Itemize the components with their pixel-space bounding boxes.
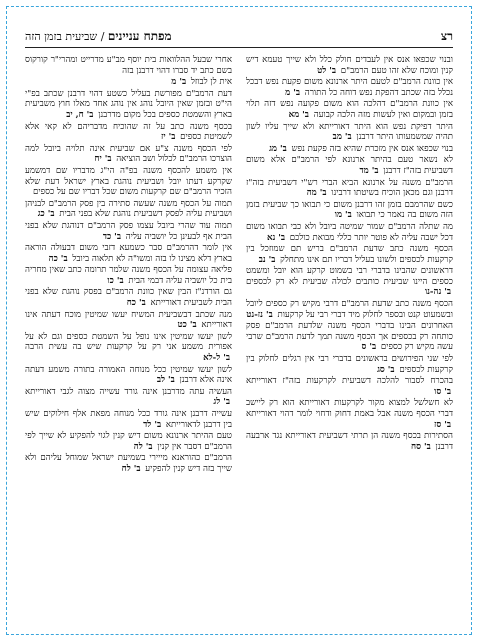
index-entry — [246, 222, 453, 243]
page-header — [25, 25, 453, 48]
entry-text: לשון יעשו שמיטין אינו נופל על השמטת כספים וגם לא על אפורית משמע אני רק על קרקעות שיש בה עשית הרבה — [25, 331, 232, 353]
index-entry — [246, 55, 453, 76]
left-column — [246, 55, 453, 624]
index-entry — [246, 431, 453, 452]
index-entry — [25, 166, 232, 198]
entry-text: אין משמע להכסף משנה בפ"ה הי"ג מדבריו שם דמשמע שקרקע דעתו יובל ושביעית נוהגת בארץ ישראל דעת שלא הזכיר הרמב"ם שם קרקעות משום שכל דבריו שם על כספים — [25, 165, 232, 198]
index-entry — [25, 409, 232, 430]
entry-reference: ב' מג — [269, 143, 287, 154]
entry-reference: ב' כה — [48, 253, 68, 264]
entry-reference: ב' לט — [317, 65, 337, 76]
entry-text: הרמב"ם משנה על ארנונא הביא הברי רש"י דשביעית בזה"ז דרבנן וגם מכאן הוכיח בשיטתו דרבינו — [246, 177, 453, 199]
entry-text: אין כוונת הרמב"ם דהלכה הוא משום פקועה נפש דזה תלוי בזמן ובמקום ואין לעשות מזה הלכה קבועה — [246, 99, 453, 120]
index-entry — [25, 144, 232, 165]
index-entry — [25, 332, 232, 364]
entry-reference: ב' סו — [434, 386, 451, 397]
entry-reference: ב' מא — [288, 109, 309, 120]
index-entry — [246, 122, 453, 143]
entry-reference: ב' מ — [285, 87, 301, 98]
entry-text: הרמב"ם כהוראנא מייירי בשמיעת ישראל שמוחל עליהם ולא שייך בזה דיש קנין להפקיע — [25, 453, 232, 474]
running-title-bold: מפתח עניינים — [107, 28, 172, 43]
index-entry — [246, 266, 453, 298]
index-entry — [25, 243, 232, 264]
entry-reference: ב' יח — [94, 154, 112, 165]
index-entry — [25, 122, 232, 143]
entry-reference: ב' סג — [377, 364, 395, 375]
entry-reference: ב' כג — [37, 209, 55, 220]
entry-text: תמוה עוד שהרי ביובל עצמו פסק הרמב"ם דנוהגת שלא בפני הבית אף לבעינן כל יושביה עליה — [25, 220, 232, 242]
entry-text: אין לומר דהרמב"ם סבר כשמעא דזבי משום דבעולה הוראה בארץ דלא מצינו לו בזה ומשו"ה לא תלאוה ביובל — [25, 243, 232, 264]
index-entry — [25, 431, 232, 452]
entry-text: טעם ההיתר ארנונא משום דיש קנין לגוי להפקיע לא שייך לפי הרמב"ם דסבר אין קנין — [25, 431, 232, 452]
running-title — [25, 29, 172, 44]
index-entry — [25, 310, 232, 331]
index-entry — [25, 265, 232, 286]
entry-text: גם הורדנ"ז הבין שאין כוונת הרמב"ם בפסק נוהגת שלא בפני הבית לשביעית דאורייתא — [25, 287, 232, 309]
entry-reference: ב' לב — [156, 375, 175, 386]
entry-text: תמוה על הכסף משנה שעשה סתירה בין פסק הרמב"ם לבניהן ושביעית עליה לפסק דשביעית נוהגת שלא בפני הבית — [25, 198, 232, 220]
entry-text: היתר דפיקת נפש הוא היתר דאורייתא ולא שייך עליו לשון תהיה שמשמעותו היתר דרבנן — [246, 121, 453, 143]
entry-text: דראשונים שהבינו בדברי רבי בשמוט קרקע הוא יובל ומשמט כספים היינו שביעית כותבים לכולה שביעית לא רק לכספים — [246, 266, 453, 287]
entry-text: לשון יעשו שמיטין ככל מנוחה האמורה בתורה משמע דעתה אינה אלא דרבנן — [25, 364, 232, 386]
entry-text: העשיה עתה מדרבנן אינה גורד עשייה מצוה לגבי דאורייתא — [25, 386, 232, 397]
entry-reference: ב' לד — [143, 419, 162, 430]
entry-text: הכסף משנה כתב שדעת הרמב"ם בריש תם שמוזכל בין קרקעות לכספים ולשונו בעליל דבריו תם אינו מתחלק — [246, 244, 453, 265]
entry-text: כשם שהרמבם בזמן זהו דרבנן משום כי תבואו כך שביעית בזמן הזה משום בה נאמר כי תבואו — [246, 199, 453, 221]
entry-text: בנוי שכפאו אנס אין מזכרת שהיא בזה פקעת נפש — [291, 143, 453, 154]
index-entry — [246, 376, 453, 397]
index-entry — [25, 221, 232, 242]
index-entry — [25, 453, 232, 474]
index-entry — [246, 354, 453, 375]
index-entry — [246, 321, 453, 353]
index-entry — [25, 365, 232, 386]
entry-reference: ב' לה — [133, 441, 153, 452]
entry-reference: ב' מד — [359, 165, 379, 176]
index-entry — [246, 244, 453, 265]
index-entry — [246, 398, 453, 430]
entry-reference: ב' מו — [334, 210, 352, 221]
entry-reference: ב' לג — [213, 397, 230, 408]
entry-text: הסתירות בכסף משנה הן תרתי דשביעית דאורייתא נגד ארבעה דרבנן — [246, 431, 453, 452]
entry-reference: ב' כח — [126, 298, 146, 309]
entry-text: דעת הרמב"ם מפורשת בעליל כשטע דהוי דרבנן שכתב בפ"י הי"ט ובזמן שאין היובל נוהג אין נוהג אחד מאלו חוץ משביעית בארץ והשמטת כספים בכל מקום מדרבנן — [25, 88, 232, 120]
entry-reference: ב' נא — [266, 232, 286, 243]
entry-reference: ב' מה — [306, 188, 327, 199]
entry-text: בכסף משנה כתב על זה שהוכיח מדבריהם לא קאי אלא לשמיטת כספים — [25, 121, 232, 143]
index-entry — [246, 200, 453, 221]
entry-text: האחרונים הבינו בדברי הכסף משנה שלדעת הרמב"ם פסק כותחה רק בכספים אך הכסף משנה תמך לדעת הרמב"ם שרבי עשה מקיש רק כספים — [246, 321, 453, 353]
entry-reference: ב' יז — [161, 132, 176, 143]
index-entry — [246, 155, 453, 176]
entry-reference: ב' ס — [361, 342, 377, 353]
entry-text: לא חשלשל למצוא מקור לקרקעות דאורייתא הוא רק ליישב דברי הכסף משנה אבל באמת דחוק ודחוי לומר דהוי דאורייתא — [246, 398, 453, 419]
page-number: רצ — [440, 28, 453, 43]
entry-text: אית לן לבוזל — [190, 77, 232, 88]
index-entry — [246, 99, 453, 120]
entry-reference: ב' נז-נט — [246, 309, 273, 320]
right-column — [25, 55, 232, 624]
entry-text: ובנוי שכפאו אנס אין לעבדים חולק כלל ולא שייך טעמא דיש קנין ומוכח שלא זהו טעם הרמב"ם — [246, 55, 453, 76]
index-entry — [246, 299, 453, 320]
entry-reference: ב' ח, יב — [66, 109, 94, 120]
index-entry — [25, 387, 232, 408]
entry-text: בהכרח לסבור להלכה דשביעית לקרקעות בזה"ז דאורייתא — [246, 376, 453, 387]
entry-reference: ב' לח — [121, 463, 141, 474]
entry-reference: ב' ל-לא — [203, 353, 230, 364]
running-title-rest: / שביעית בזמן הזה — [25, 29, 108, 43]
entry-reference: ב' סז — [433, 419, 451, 430]
index-entry — [25, 55, 232, 76]
entry-reference: ב' נב — [258, 254, 276, 265]
entry-text: לפי שני הפירושים בראשונים בדברי רבי אין רגלים לחלוק בין קרקעות לכספים — [246, 354, 453, 375]
entry-text: מה שתלה הרמב"ם שמור שמיטה ביובל ולא כבי תבואו משום דכל ישבה עליה לא פוטר יותר כללי מבואת כולכם — [246, 221, 453, 243]
entry-reference: ב' מ — [171, 77, 187, 88]
entry-text: הכסף משנה כתב שדעת הרמב"ם דרבי מקיש רק כספים ליובל ובשמעוט קנט ובספר לחלוק מיד דברי רבי על קרקעות — [246, 299, 453, 320]
entry-reference: ב' כט — [177, 320, 197, 331]
entry-reference: ב' סח — [411, 441, 431, 452]
entry-text: לא נשאר טעם בהיתר ארנונא לפי הרמב"ם אלא משום דשביעית בזה"ז דרבנן — [246, 155, 453, 176]
entry-reference: ב' מב — [332, 132, 352, 143]
entry-text: לפי הכסף משנה צ"ע אם שביעית אינה תלויה ביובל למה הוצרכו הרמב"ם לכלול ושב הוציאה — [25, 143, 232, 165]
entry-text: מנה שכתב דבשביעית המשיח יעשו שמיטין מוכח דעתה אינו דאורייתא — [25, 309, 232, 331]
index-entry — [25, 199, 232, 220]
index-columns — [25, 55, 453, 624]
page-frame — [6, 6, 472, 635]
index-entry — [246, 144, 453, 155]
entry-text: אחרי שבעל ההלוואות בית יוסף מב"ע מדרייט ומהרי"ר קורקוס בשם כתב יד סברו דהוי דרבנן בזה — [25, 55, 232, 76]
entry-reference: ב' כד — [102, 231, 121, 242]
index-entry — [246, 77, 453, 98]
entry-reference: ב' כו — [107, 275, 124, 286]
entry-reference: ב' נה-נו — [424, 287, 451, 298]
index-entry — [25, 287, 232, 308]
entry-text: פליאה עצומה על הכסף משנה שלמר תרומה כתב שאין מחריה בית כל יושביה עליה דבמי הבית — [25, 265, 232, 286]
index-entry — [25, 89, 232, 121]
entry-text: עשייה דרבנן אינה גורד ככל מנוחה מפאת אלף חילוקים שיש בין דרבנן לדאורייתא — [25, 409, 232, 430]
index-entry — [246, 178, 453, 199]
index-entry — [25, 77, 232, 88]
entry-text: אין כוונת הרמב"ם לטעם היתר ארנונא משום פקעת נפש דבכל נכלל בזה שכתב דהפקת נפש דוחה כל התורה — [246, 77, 453, 98]
